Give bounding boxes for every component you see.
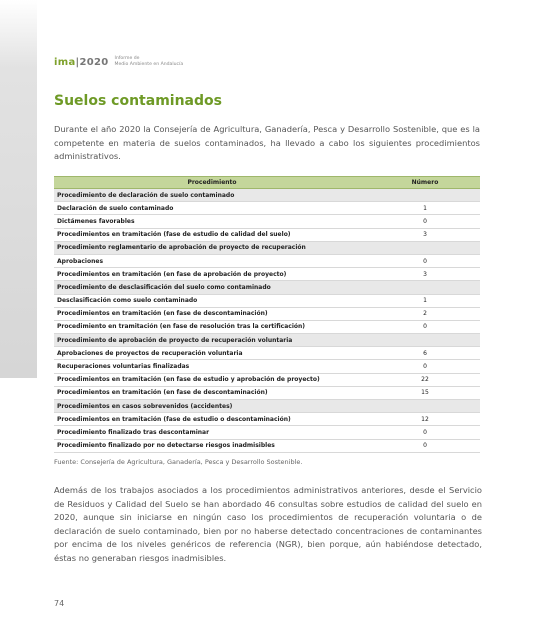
procedure-label: Procedimiento en tramitación (en fase de resolución tras la certificación) (54, 320, 370, 333)
intro-paragraph: Durante el año 2020 la Consejería de Agricultura, Ganadería, Pesca y Desarrollo Sostenible, que es la competente en materia de suelos contaminados, ha llevado a cabo los siguientes procedimientos administrativos. (54, 124, 480, 161)
procedure-label: Procedimientos en tramitación (en fase de aprobación de proyecto) (54, 268, 370, 281)
logo-subtitle (115, 56, 184, 68)
procedure-label: Procedimiento de declaración de suelo contaminado (54, 189, 370, 202)
table-row (54, 373, 480, 386)
table-source: Fuente: Consejería de Agricultura, Ganadería, Pesca y Desarrollo Sostenible. (54, 458, 303, 466)
table-row (54, 215, 480, 228)
procedure-label: Dictámenes favorables (54, 215, 370, 228)
table-row (54, 254, 480, 267)
procedures-table (54, 176, 480, 453)
procedure-count: 12 (370, 413, 480, 426)
column-header-procedimiento: Procedimiento (54, 177, 370, 189)
table-body (54, 189, 480, 453)
procedure-count: 15 (370, 386, 480, 399)
table-row (54, 439, 480, 452)
side-gradient-bar (0, 0, 37, 378)
table-row (54, 228, 480, 241)
logo-text-year: 2020 (79, 56, 109, 68)
procedure-count: 6 (370, 347, 480, 360)
table-group-row (54, 189, 480, 202)
procedure-count: 0 (370, 215, 480, 228)
table-row (54, 202, 480, 215)
logo-separator: | (75, 56, 80, 68)
procedure-count: 0 (370, 426, 480, 439)
procedure-label: Procedimientos en tramitación (en fase de descontaminación) (54, 307, 370, 320)
logo-text-ima: ima (54, 56, 76, 68)
procedure-count: 1 (370, 294, 480, 307)
procedure-count (370, 189, 480, 202)
table-row (54, 360, 480, 373)
procedure-count (370, 400, 480, 413)
table-row (54, 347, 480, 360)
table-row (54, 426, 480, 439)
table-row (54, 294, 480, 307)
procedure-label: Procedimientos en tramitación (en fase de descontaminación) (54, 386, 370, 399)
procedure-count (370, 281, 480, 294)
procedure-label: Recuperaciones voluntarias finalizadas (54, 360, 370, 373)
procedure-count: 3 (370, 268, 480, 281)
procedure-count: 22 (370, 373, 480, 386)
column-header-numero: Número (370, 177, 480, 189)
table-row (54, 320, 480, 333)
table-group-row (54, 334, 480, 347)
procedure-label: Aprobaciones (54, 254, 370, 267)
closing-paragraph: Además de los trabajos asociados a los procedimientos administrativos anteriores, desde el Servicio de Residuos y Calidad del Suelo se han abordado 46 consultas sobre estudios de calidad del suelo en 2020, aunque sin iniciarse en ningún caso los procedimientos de recuperación voluntaria o de declaración de suelo contaminado, bien por no haberse detectado concentraciones de contaminantes por encima de los niveles genéricos de referencia (NGR), bien porque, aún habiéndose detectado, éstas no generaban riesgos inadmisibles. (54, 485, 482, 563)
table-row (54, 413, 480, 426)
logo-mark (54, 57, 109, 68)
procedure-label: Procedimientos en tramitación (fase de estudio de calidad del suelo) (54, 228, 370, 241)
procedure-label: Procedimientos en tramitación (fase de estudio o descontaminación) (54, 413, 370, 426)
table-group-row (54, 400, 480, 413)
procedure-count: 0 (370, 439, 480, 452)
procedure-count (370, 334, 480, 347)
procedure-count: 0 (370, 254, 480, 267)
procedure-label: Procedimiento de aprobación de proyecto de recuperación voluntaria (54, 334, 370, 347)
procedure-label: Aprobaciones de proyectos de recuperación voluntaria (54, 347, 370, 360)
procedure-label: Procedimientos en casos sobrevenidos (accidentes) (54, 400, 370, 413)
procedure-label: Desclasificación como suelo contaminado (54, 294, 370, 307)
procedure-label: Procedimiento finalizado por no detectarse riesgos inadmisibles (54, 439, 370, 452)
table-header-row (54, 177, 480, 189)
procedure-label: Declaración de suelo contaminado (54, 202, 370, 215)
procedure-count (370, 241, 480, 254)
page-number: 74 (54, 599, 65, 608)
table-group-row (54, 241, 480, 254)
section-title: Suelos contaminados (54, 93, 222, 109)
logo-subtitle-line2: Medio Ambiente en Andalucía (114, 62, 184, 67)
procedure-count: 3 (370, 228, 480, 241)
table-row (54, 307, 480, 320)
procedure-label: Procedimiento finalizado tras descontaminar (54, 426, 370, 439)
procedure-label: Procedimientos en tramitación (en fase de estudio y aprobación de proyecto) (54, 373, 370, 386)
procedure-label: Procedimiento de desclasificación del suelo como contaminado (54, 281, 370, 294)
procedure-count: 1 (370, 202, 480, 215)
procedure-count: 0 (370, 360, 480, 373)
procedure-count: 2 (370, 307, 480, 320)
table-group-row (54, 281, 480, 294)
report-logo (54, 56, 183, 68)
table-row (54, 268, 480, 281)
procedure-count: 0 (370, 320, 480, 333)
table-row (54, 386, 480, 399)
logo-subtitle-line1: Informe de (114, 56, 140, 61)
procedure-label: Procedimiento reglamentario de aprobación de proyecto de recuperación (54, 241, 370, 254)
